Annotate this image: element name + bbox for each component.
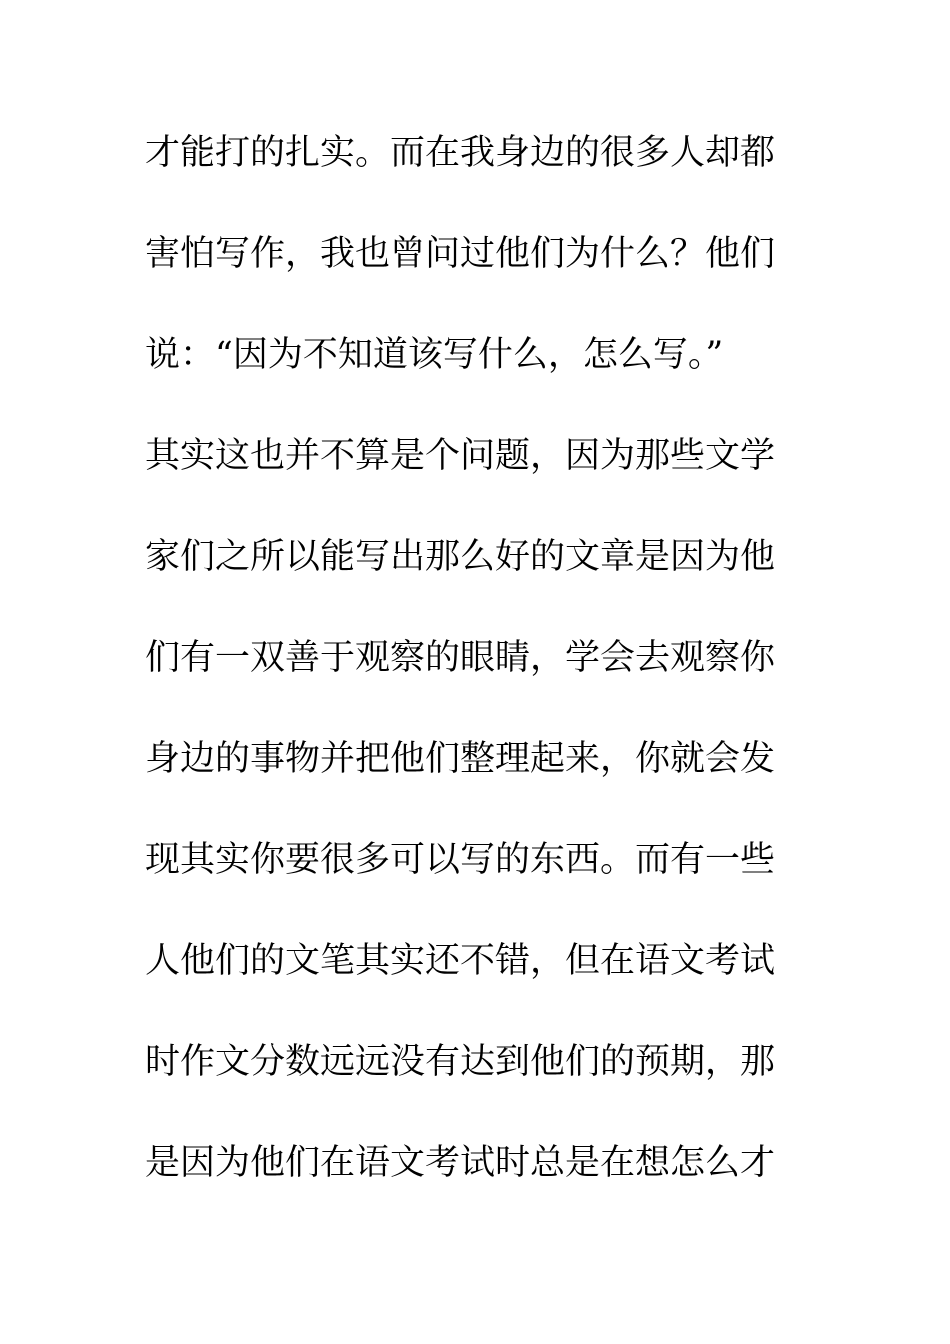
text-line: 现其实你要很多可以写的东西。而有一些 [145,840,776,880]
body-text [145,125,785,1236]
text-line: 人他们的文笔其实还不错，但在语文考试 [145,941,776,981]
text-line: 是因为他们在语文考试时总是在想怎么才 [145,1143,776,1183]
text-line: 家们之所以能写出那么好的文章是因为他 [145,537,776,577]
text-line: 身边的事物并把他们整理起来，你就会发 [145,739,776,779]
text-line: 才能打的扎实。而在我身边的很多人却都 [145,133,776,173]
text-line: 时作文分数远远没有达到他们的预期，那 [145,1042,776,1082]
text-line: 其实这也并不算是个问题，因为那些文学 [145,436,776,476]
text-line: 们有一双善于观察的眼睛，学会去观察你 [145,638,776,678]
text-line: 说：“因为不知道该写什么，怎么写。” [145,335,724,375]
text-line: 害怕写作，我也曾问过他们为什么？他们 [145,234,776,274]
